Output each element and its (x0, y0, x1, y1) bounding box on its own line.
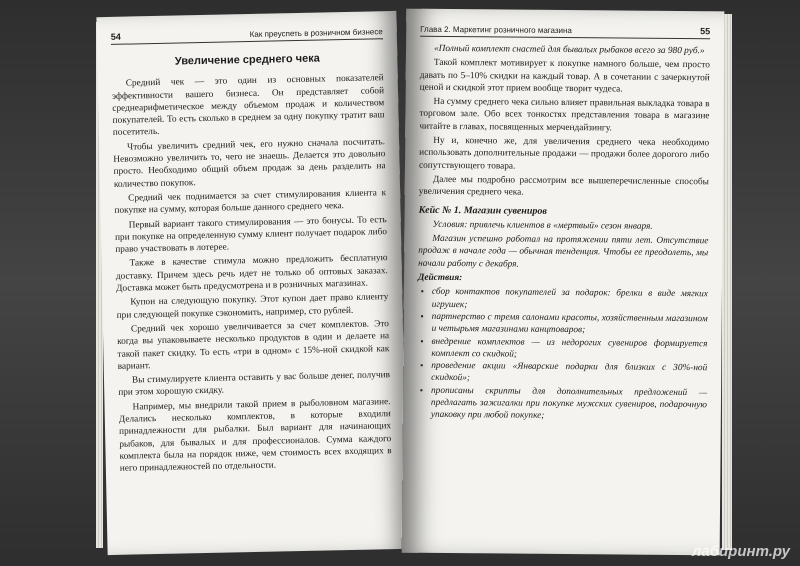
watermark: лабиринт.ру (692, 543, 790, 560)
paragraph: Чтобы увеличить средний чек, его нужно сначала посчитать. Невозможно увеличить то, чего не знаешь. Делается это довольно просто. Необходимо общий объем продаж за день разделить на количество покупок. (113, 136, 386, 190)
right-running-title: Глава 2. Маркетинг розничного магазина (420, 24, 572, 36)
list-item: ▪ сбор контактов покупателей за подарок: брелки в виде мягких игрушек; (432, 286, 708, 313)
paragraph: Купон на следующую покупку. Этот купон дает право клиенту при следующей покупке сэкономить, например, сто рублей. (116, 292, 389, 321)
case-heading: Кейс № 1. Магазин сувениров (418, 204, 547, 217)
case-conditions: Условия: привлечь клиентов в «мертвый» сезон января. (432, 219, 653, 232)
right-page-body (417, 43, 710, 424)
quote: «Полный комплект снастей для бывалых рыбаков всего за 980 руб.» (433, 43, 705, 57)
paragraph: Средний чек — это один из основных показателей эффективности вашего бизнеса. Он представляет собой среднеарифметическое между объемом продаж и количеством покупателей. То есть сколько в среднем за одну покупку тратит ваш посетитель. (111, 73, 385, 139)
left-running-title: Как преуспеть в розничном бизнесе (249, 27, 383, 39)
paragraph: Например, мы внедрили такой прием в рыболовном магазине. Делались несколько комплектов, в которые входили принадлежности для рыбалки. Был вариант для начинающих рыбаков, для бывалых и для профессионалов. Сумма каждого комплекта была на порядок ниже, чем стоимость всех входящих в него принадлежностей по отдельности. (118, 396, 392, 475)
paragraph: Средний чек поднимается за счет стимулирования клиента к покупке на сумму, которая больше данного среднего чека. (114, 188, 387, 217)
paragraph: Первый вариант такого стимулирования — это бонусы. То есть при покупке на определенную сумму клиент получает подарок либо право участвовать в лотерее. (114, 214, 388, 256)
left-running-header (111, 24, 383, 45)
left-page-body (111, 45, 392, 477)
list-item: ▪ проведение акции «Январские подарки для близких с 30%-ной скидкой»; (431, 360, 707, 387)
left-page-number: 54 (110, 31, 121, 42)
paragraph: Вы стимулируете клиента оставить у вас больше денег, получив при этом хорошую скидку. (118, 370, 391, 399)
list-item: ▪ внедрение комплектов — из недорогих сувениров формируется комплект со скидкой; (431, 335, 707, 362)
actions-label: Действия: (417, 272, 463, 284)
case-text: Магазин успешно работал на протяжении пяти лет. Отсутствие продаж в начале года — обычная тенденция. Чтобы ее преодолеть, мы начали работу с декабря. (418, 234, 709, 270)
paragraph: Далее мы подробно рассмотрим все вышеперечисленные способы увеличения среднего чека. (418, 174, 709, 198)
paragraph: Средний чек хорошо увеличивается за счет комплектов. Это когда вы упаковываете несколько продуктов в один и делаете на такой пакет скидку. То есть «три в одном» с 15%-ной скидкой как вариант. (117, 319, 390, 372)
right-page (402, 9, 725, 556)
right-running-header (420, 22, 710, 40)
list-item: ▪ партнерство с тремя салонами красоты, хозяйственным магазином и четырьмя магазинами канцтоваров; (432, 311, 708, 338)
right-page-number: 55 (700, 26, 711, 37)
paragraph: Ну и, конечно же, для увеличения среднего чека необходимо использовать дополнительные продажи — продажи более дорогого либо сопутствующего товара. (418, 135, 710, 172)
paragraph: Такой комплект мотивирует к покупке намного больше, чем просто давать по 5–10% скидки на каждый товар. А в сочетании с зачеркнутой ценой и скидкой этот прием вообще творит чудеса. (419, 58, 710, 95)
left-page (96, 11, 407, 555)
section-heading: Увеличение среднего чека (174, 52, 320, 68)
paragraph: На сумму среднего чека сильно влияет правильная выкладка товара в торговом зале. Обо всех тонкостях представления товара в магазине читайте в главах, посвященных мерчендайзингу. (419, 97, 710, 134)
paragraph: Также в качестве стимула можно предложить бесплатную доставку. Причем здесь речь идет не только об оптовых заказах. Доставка может быть предусмотрена и в розничных магазинах. (115, 253, 388, 294)
actions-list (417, 286, 708, 424)
list-item: ▪ прописаны скрипты для дополнительных предложений — предлагать зажигалки при покупке мужских сувениров, подарочную упаковку при любой покупке; (431, 385, 707, 424)
